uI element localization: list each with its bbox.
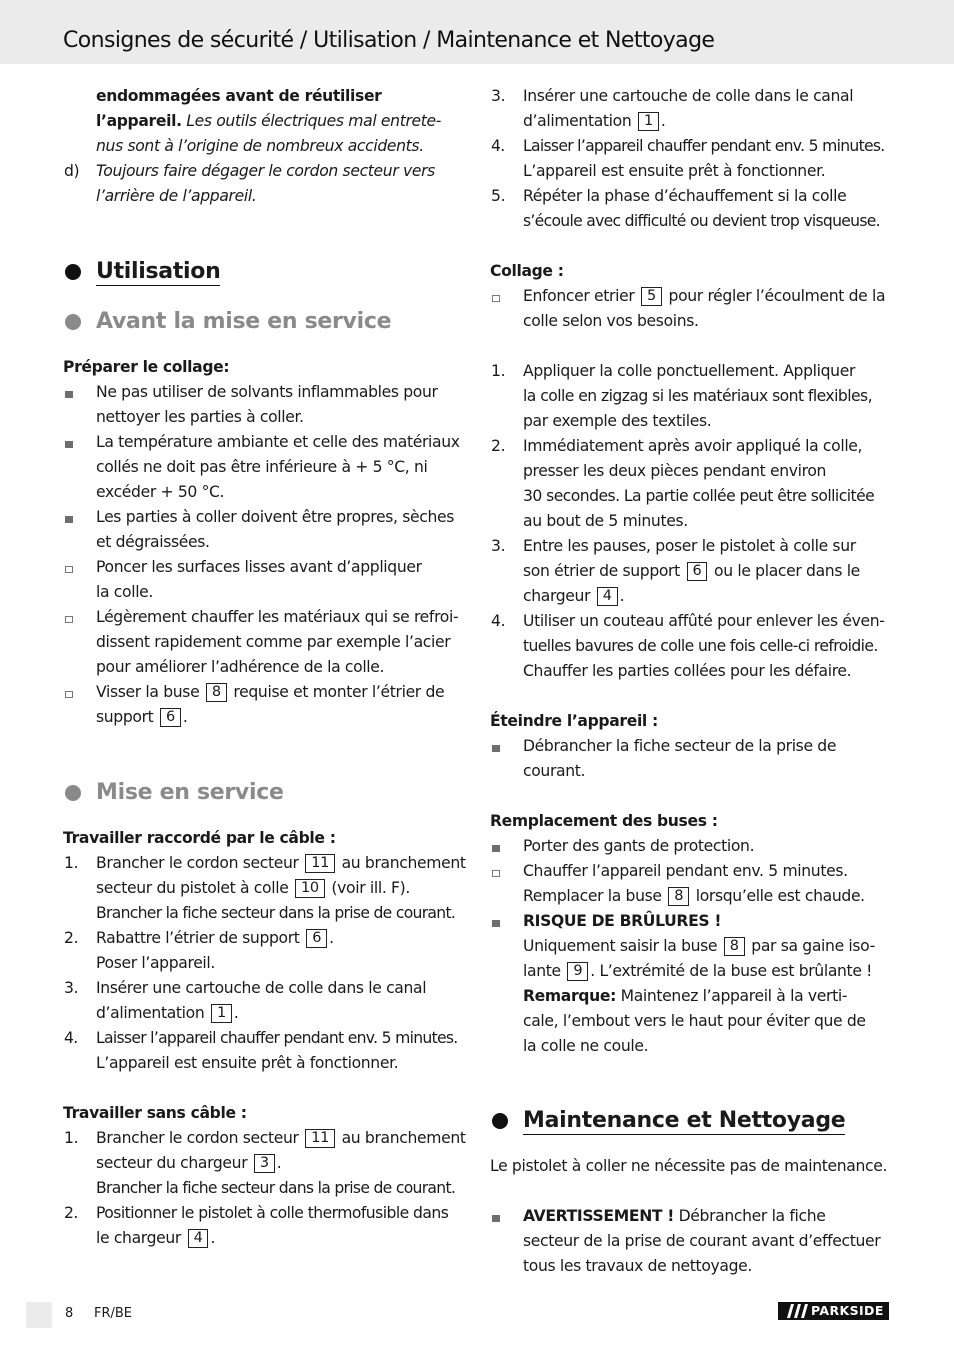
list-number: 3. xyxy=(64,979,79,997)
list-number: 4. xyxy=(491,612,506,630)
part-number-box: 4 xyxy=(597,587,618,606)
heading-utilisation xyxy=(63,254,465,290)
warning-title: RISQUE DE BRÛLURES ! xyxy=(523,912,722,930)
text-line xyxy=(63,1151,465,1176)
list-item xyxy=(63,605,465,630)
text: au branchement xyxy=(341,1129,466,1147)
heading-maintenance xyxy=(490,1103,892,1139)
list-label: d) xyxy=(64,162,80,180)
list-item xyxy=(63,926,465,951)
logo-stripes-icon xyxy=(784,1304,808,1318)
heading-text: Maintenance et Nettoyage xyxy=(523,1108,846,1133)
text-line: L’appareil est ensuite prêt à fonctionner. xyxy=(96,1054,399,1072)
subheading: Collage : xyxy=(490,262,564,280)
page-number: 8 xyxy=(65,1306,74,1321)
text-line xyxy=(490,959,892,984)
text-line: Chauffer les parties collées pour les défaire. xyxy=(523,662,852,680)
text: La température ambiante et celle des matériaux xyxy=(96,433,460,451)
text: lorsqu’elle est chaude. xyxy=(695,887,865,905)
text-line xyxy=(490,984,892,1009)
text-italic: Les outils électriques mal entrete- xyxy=(181,112,442,130)
text-line: par exemple des textiles. xyxy=(523,412,712,430)
text: Chauffer l’appareil pendant env. 5 minutes. xyxy=(523,862,848,880)
language-code: FR/BE xyxy=(94,1306,133,1321)
bullet-dot-icon xyxy=(65,264,81,280)
list-item xyxy=(490,359,892,384)
text-line xyxy=(490,584,892,609)
text: pour régler l’écoulment de la xyxy=(668,287,886,305)
part-number-box: 1 xyxy=(638,112,659,131)
text-line: secteur de la prise de courant avant d’effectuer xyxy=(523,1232,881,1250)
heading-text: Utilisation xyxy=(96,259,221,284)
note-label: Remarque: xyxy=(523,987,616,1005)
text: Brancher le cordon secteur xyxy=(96,854,299,872)
text: Immédiatement après avoir appliqué la colle, xyxy=(523,437,863,455)
text-line: colle selon vos besoins. xyxy=(523,312,699,330)
text-line: nus sont à l’origine de nombreux accidents. xyxy=(96,137,424,155)
text: le chargeur xyxy=(96,1229,181,1247)
list-item xyxy=(490,134,892,159)
text-line xyxy=(63,1001,465,1026)
text: . xyxy=(276,1154,282,1172)
text: . xyxy=(233,1004,239,1022)
text: Uniquement saisir la buse xyxy=(523,937,718,955)
text: Débrancher la fiche xyxy=(674,1207,826,1225)
part-number-box: 11 xyxy=(305,854,335,873)
text: Insérer une cartouche de colle dans le canal xyxy=(96,979,427,997)
text: secteur du chargeur xyxy=(96,1154,248,1172)
text: chargeur xyxy=(523,587,591,605)
list-number: 5. xyxy=(491,187,506,205)
text: . xyxy=(619,587,625,605)
left-column xyxy=(63,84,465,1251)
text: . L’extrémité de la buse est brûlante ! xyxy=(590,962,873,980)
list-item xyxy=(63,430,465,455)
heading-mise-en-service xyxy=(63,775,465,811)
warning-title: AVERTISSEMENT ! xyxy=(523,1207,675,1225)
subheading: Éteindre l’appareil : xyxy=(490,712,658,730)
part-number-box: 6 xyxy=(687,562,708,581)
part-number-box: 8 xyxy=(206,683,227,702)
text: Ne pas utiliser de solvants inflammables pour xyxy=(96,383,438,401)
hollow-square-bullet-icon xyxy=(492,295,500,302)
list-item xyxy=(63,505,465,530)
list-number: 3. xyxy=(491,87,506,105)
text: Utiliser un couteau affûté pour enlever les éven- xyxy=(523,612,885,630)
square-bullet-icon xyxy=(492,920,500,927)
text: par sa gaine iso- xyxy=(751,937,875,955)
list-number: 1. xyxy=(64,1129,79,1147)
part-number-box: 4 xyxy=(188,1229,209,1248)
text-line: et dégraissées. xyxy=(96,533,210,551)
text: Remplacer la buse xyxy=(523,887,662,905)
text: . xyxy=(660,112,666,130)
text-line: Poser l’appareil. xyxy=(96,954,216,972)
text: Visser la buse xyxy=(96,683,200,701)
text-line: Brancher la fiche secteur dans la prise de courant. xyxy=(96,904,456,922)
subheading: Remplacement des buses : xyxy=(490,812,718,830)
text-line: collés ne doit pas être inférieure à + 5 °C, ni xyxy=(96,458,428,476)
list-number: 1. xyxy=(491,362,506,380)
text: Laisser l’appareil chauffer pendant env. 5 minutes. xyxy=(523,137,885,155)
text: Porter des gants de protection. xyxy=(523,837,755,855)
text: Brancher le cordon secteur xyxy=(96,1129,299,1147)
list-item xyxy=(490,184,892,209)
text-line: la colle en zigzag si les matériaux sont flexibles, xyxy=(523,387,873,405)
text: Légèrement chauffer les matériaux qui se refroi- xyxy=(96,608,459,626)
part-number-box: 10 xyxy=(295,879,325,898)
list-item-d xyxy=(63,159,465,184)
subheading: Travailler raccordé par le câble : xyxy=(63,829,336,847)
text-line: Le pistolet à coller ne nécessite pas de maintenance. xyxy=(490,1157,888,1175)
text: Répéter la phase d’échauffement si la colle xyxy=(523,187,847,205)
text-line: cale, l’embout vers le haut pour éviter que de xyxy=(523,1012,866,1030)
list-item xyxy=(490,84,892,109)
list-item xyxy=(490,609,892,634)
list-item xyxy=(63,851,465,876)
text-line: au bout de 5 minutes. xyxy=(523,512,688,530)
list-item xyxy=(63,380,465,405)
list-item xyxy=(490,909,892,934)
footer-marker xyxy=(26,1302,52,1328)
text: . xyxy=(329,929,334,947)
heading-avant xyxy=(63,304,465,340)
text-line: excéder + 50 °C. xyxy=(96,483,225,501)
part-number-box: 3 xyxy=(254,1154,275,1173)
hollow-square-bullet-icon xyxy=(65,616,73,623)
list-item xyxy=(490,1204,892,1229)
text-line: courant. xyxy=(523,762,586,780)
text-line: dissent rapidement comme par exemple l’acier xyxy=(96,633,451,651)
text-line xyxy=(63,705,465,730)
part-number-box: 11 xyxy=(305,1129,335,1148)
text: . xyxy=(182,708,188,726)
list-item xyxy=(63,555,465,580)
text: d’alimentation xyxy=(523,112,632,130)
list-item xyxy=(490,834,892,859)
list-item xyxy=(490,534,892,559)
list-item xyxy=(63,976,465,1001)
text: secteur du pistolet à colle xyxy=(96,879,289,897)
list-item xyxy=(490,859,892,884)
square-bullet-icon xyxy=(65,516,73,523)
part-number-box: 6 xyxy=(160,708,181,727)
text-line: l’arrière de l’appareil. xyxy=(96,187,257,205)
text-line: nettoyer les parties à coller. xyxy=(96,408,304,426)
list-item xyxy=(490,434,892,459)
text: Poncer les surfaces lisses avant d’appliquer xyxy=(96,558,422,576)
heading-text: Avant la mise en service xyxy=(96,309,392,334)
text-line xyxy=(490,884,892,909)
list-number: 4. xyxy=(64,1029,78,1047)
text-line: Brancher la fiche secteur dans la prise de courant. xyxy=(96,1179,456,1197)
part-number-box: 8 xyxy=(668,887,689,906)
text: (voir ill. F). xyxy=(331,879,410,897)
text-line xyxy=(63,1226,465,1251)
bullet-dot-icon xyxy=(65,785,81,801)
text: Laisser l’appareil chauffer pendant env. 5 minutes. xyxy=(96,1029,458,1047)
text-line: la colle. xyxy=(96,583,154,601)
page-title: Consignes de sécurité / Utilisation / Maintenance et Nettoyage xyxy=(63,28,715,53)
text: ou le placer dans le xyxy=(714,562,860,580)
part-number-box: 8 xyxy=(724,937,745,956)
list-item xyxy=(490,284,892,309)
list-item xyxy=(63,1126,465,1151)
text-line: presser les deux pièces pendant environ xyxy=(523,462,827,480)
text: Rabattre l’étrier de support xyxy=(96,929,300,947)
text: . xyxy=(210,1229,216,1247)
text: support xyxy=(96,708,154,726)
bullet-dot-icon xyxy=(65,314,81,330)
text-line: tuelles bavures de colle une fois celle-ci refroidie. xyxy=(523,637,878,655)
parkside-logo xyxy=(778,1302,889,1320)
text: Maintenez l’appareil à la verti- xyxy=(615,987,848,1005)
text-bold: l’appareil. xyxy=(96,112,182,130)
part-number-box: 5 xyxy=(641,287,662,306)
text: au branchement xyxy=(341,854,466,872)
bullet-dot-icon xyxy=(492,1113,508,1129)
text: Positionner le pistolet à colle thermofusible dans xyxy=(96,1204,449,1222)
text-line xyxy=(490,934,892,959)
list-number: 2. xyxy=(64,1204,78,1222)
page-header xyxy=(0,0,954,64)
text: d’alimentation xyxy=(96,1004,205,1022)
text: Les parties à coller doivent être propres, sèches xyxy=(96,508,455,526)
part-number-box: 9 xyxy=(567,962,588,981)
list-number: 3. xyxy=(491,537,506,555)
subheading: Préparer le collage: xyxy=(63,358,230,376)
square-bullet-icon xyxy=(65,391,73,398)
subheading: Travailler sans câble : xyxy=(63,1104,247,1122)
text: son étrier de support xyxy=(523,562,680,580)
text: Enfoncer etrier xyxy=(523,287,635,305)
list-item xyxy=(490,734,892,759)
hollow-square-bullet-icon xyxy=(492,870,500,877)
list-item xyxy=(63,1026,465,1051)
text-line xyxy=(490,109,892,134)
text-line xyxy=(490,559,892,584)
part-number-box: 6 xyxy=(306,929,327,948)
text-line: la colle ne coule. xyxy=(523,1037,649,1055)
text-line xyxy=(63,876,465,901)
list-item xyxy=(63,680,465,705)
text: Insérer une cartouche de colle dans le canal xyxy=(523,87,854,105)
square-bullet-icon xyxy=(492,845,500,852)
hollow-square-bullet-icon xyxy=(65,691,73,698)
text-line: endommagées avant de réutiliser xyxy=(96,87,382,105)
text-italic: Toujours faire dégager le cordon secteur vers xyxy=(96,162,435,180)
square-bullet-icon xyxy=(492,745,500,752)
right-column xyxy=(490,84,892,1279)
text-line: pour améliorer l’adhérence de la colle. xyxy=(96,658,385,676)
square-bullet-icon xyxy=(65,441,73,448)
text-line: L’appareil est ensuite prêt à fonctionner. xyxy=(523,162,826,180)
list-item xyxy=(63,1201,465,1226)
text-line: 30 secondes. La partie collée peut être sollicitée xyxy=(523,487,875,505)
list-number: 1. xyxy=(64,854,79,872)
text: Débrancher la fiche secteur de la prise de xyxy=(523,737,837,755)
list-number: 2. xyxy=(491,437,506,455)
text-line: tous les travaux de nettoyage. xyxy=(523,1257,752,1275)
part-number-box: 1 xyxy=(211,1004,232,1023)
square-bullet-icon xyxy=(492,1215,500,1222)
list-number: 4. xyxy=(491,137,505,155)
hollow-square-bullet-icon xyxy=(65,566,73,573)
text-line xyxy=(63,109,465,134)
brand-name: PARKSIDE xyxy=(811,1303,884,1318)
text: Entre les pauses, poser le pistolet à colle sur xyxy=(523,537,856,555)
text-line: s’écoule avec difficulté ou devient trop visqueuse. xyxy=(523,212,880,230)
list-number: 2. xyxy=(64,929,79,947)
text: requise et monter l’étrier de xyxy=(233,683,445,701)
text: Appliquer la colle ponctuellement. Appliquer xyxy=(523,362,856,380)
heading-text: Mise en service xyxy=(96,780,284,805)
text: lante xyxy=(523,962,561,980)
